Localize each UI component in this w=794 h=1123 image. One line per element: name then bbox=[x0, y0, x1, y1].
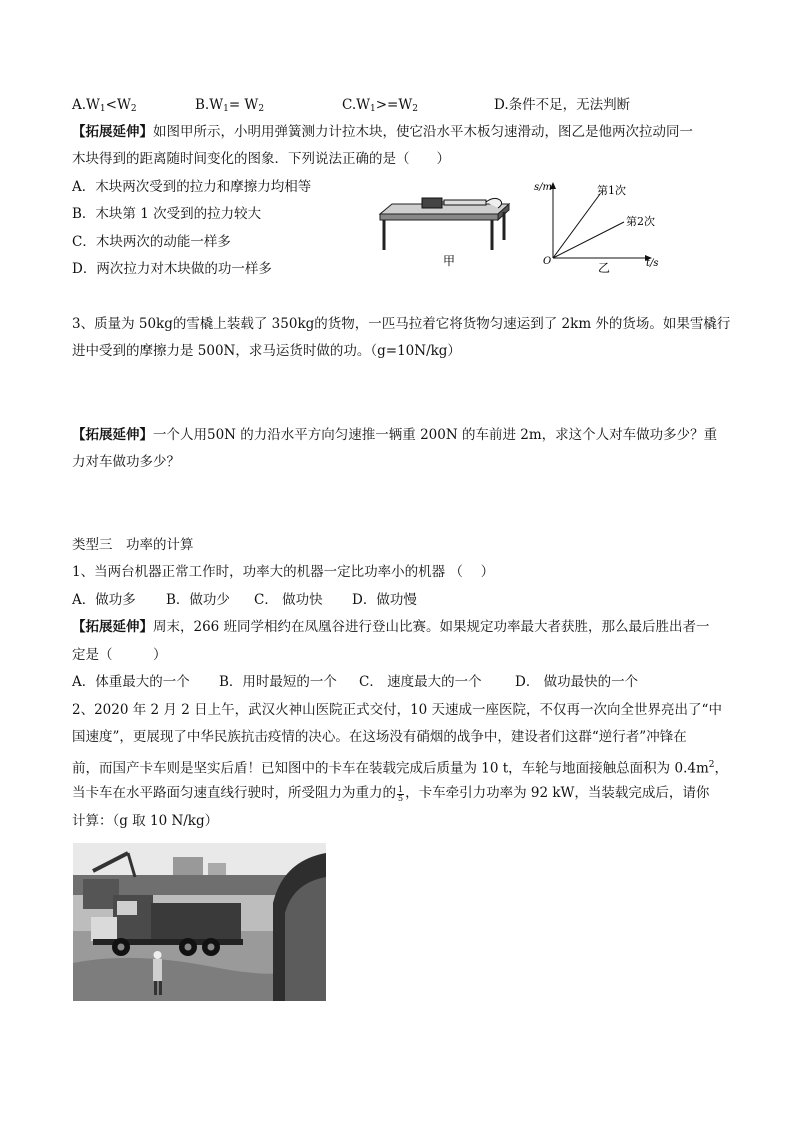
q3-line2: 进中受到的摩擦力是 500N，求马运货时做的功。（g=10N/kg） bbox=[72, 343, 461, 359]
option-b: B．做功少 bbox=[166, 592, 230, 608]
ext1-option-a: A．木块两次受到的拉力和摩擦力均相等 bbox=[72, 179, 312, 195]
ext1-line2: 木块得到的距离随时间变化的图象．下列说法正确的是（ ） bbox=[72, 151, 450, 167]
ext3-line1: 【拓展延伸】周末，266 班同学相约在凤凰谷进行登山比赛。如果规定功率最大者获胜，那么最后胜出者一 bbox=[72, 619, 710, 635]
truck-construction-photo bbox=[73, 843, 326, 1001]
figure-yi-st-graph bbox=[530, 180, 672, 274]
q2-line4: 当卡车在水平路面匀速直线行驶时，所受阻力为重力的 $\frac{1}{5}$ ，卡车牵引力功率为 92 kW，当装载完成后，请你 bbox=[72, 785, 710, 803]
ext2-line2: 力对车做功多少？ bbox=[72, 454, 180, 470]
figure-yi-label: 乙 bbox=[598, 261, 611, 274]
section3-q1: 1、当两台机器正常工作时，功率大的机器一定比功率小的机器 （ ） bbox=[72, 564, 495, 580]
q2-line3: 前，而国产卡车则是坚实后盾！已知图中的卡车在装载完成后质量为 10 t，车轮与地面接触总面积为 $0.4m^2$， bbox=[72, 760, 728, 777]
ext-tag: 【拓展延伸】 bbox=[72, 124, 153, 140]
ext1-line1: 【拓展延伸】如图甲所示，小明用弹簧测力计拉木块，使它沿水平木板匀速滑动，图乙是他两次拉动同一 bbox=[72, 124, 693, 140]
option-a: A．体重最大的一个 bbox=[72, 674, 190, 690]
q2-line2: 国速度”，更展现了中华民族抗击疫情的决心。在这场没有硝烟的战争中，建设者们这群“逆行者”冲锋在 bbox=[72, 729, 687, 745]
ext-tag: 【拓展延伸】 bbox=[72, 427, 153, 443]
option-d: D.条件不足，无法判断 bbox=[494, 97, 631, 113]
q3-line1: 3、质量为 50kg的雪橇上装载了 350kg的货物，一匹马拉着它将货物匀速运到了 2km 外的货场。如果雪橇行 bbox=[72, 316, 731, 332]
option-a: $A.W_1<W_2$ bbox=[72, 97, 137, 114]
q2-line1: 2、2020 年 2 月 2 日上午，武汉火神山医院正式交付，10 天速成一座医院，不仅再一次向全世界亮出了“中 bbox=[72, 702, 722, 718]
option-a: A．做功多 bbox=[72, 592, 136, 608]
graph-origin: O bbox=[543, 256, 552, 267]
q2-line5: 计算：（g 取 10 N/kg） bbox=[72, 813, 219, 829]
figure-jia-table-block bbox=[374, 192, 524, 267]
option-b: B．用时最短的一个 bbox=[219, 674, 337, 690]
option-d: D． 做功最快的一个 bbox=[515, 674, 639, 690]
section3-title: 类型三 功率的计算 bbox=[72, 537, 194, 553]
fraction-one-fifth: $\frac{1}{5}$ bbox=[398, 785, 404, 803]
ext1-option-b: B．木块第 1 次受到的拉力较大 bbox=[72, 206, 262, 222]
ext2-line1: 【拓展延伸】一个人用50N 的力沿水平方向匀速推一辆重 200N 的车前进 2m，求这个人对车做功多少？重 bbox=[72, 427, 718, 443]
ext-tag: 【拓展延伸】 bbox=[72, 619, 153, 635]
option-b: $B.W_1= W_2$ bbox=[195, 97, 265, 114]
option-c: $C.W_1>=W_2$ bbox=[342, 97, 418, 114]
graph-line1-label: 第1次 bbox=[597, 184, 626, 197]
option-c: C． 速度最大的一个 bbox=[359, 674, 482, 690]
ext3-options bbox=[72, 672, 638, 692]
option-d: D．做功慢 bbox=[352, 592, 417, 608]
ext1-option-d: D．两次拉力对木块做的功一样多 bbox=[72, 261, 272, 277]
figure-jia-label: 甲 bbox=[442, 254, 456, 267]
section3-q1-options bbox=[72, 590, 417, 610]
option-c: C． 做功快 bbox=[254, 592, 323, 608]
graph-x-axis-label: t/s bbox=[646, 258, 659, 269]
ext3-line2: 定是（ ） bbox=[72, 647, 167, 663]
ext1-option-c: C．木块两次的动能一样多 bbox=[72, 234, 231, 250]
prev-question-options bbox=[72, 95, 630, 119]
graph-y-axis-label: s/m bbox=[534, 182, 552, 193]
graph-line2-label: 第2次 bbox=[626, 215, 655, 228]
